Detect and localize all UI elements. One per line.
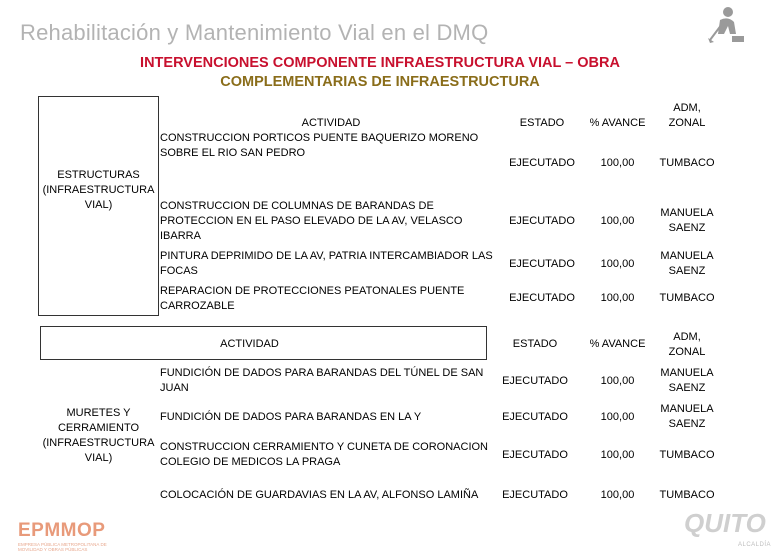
main-title-line1: INTERVENCIONES COMPONENTE INFRAESTRUCTURA VIAL – OBRA [140,55,620,71]
adm-cell: MANUELA SAENZ [660,367,714,394]
main-title [60,54,700,92]
col-header-estado: ESTADO [512,338,558,350]
table-row [38,131,720,195]
estado-cell: EJECUTADO [509,292,575,304]
page-header-title: Rehabilitación y Mantenimiento Vial en el DMQ [20,20,489,45]
table-muretes [38,326,720,515]
table-row [38,363,720,399]
col-header-adm: ADM, ZONAL [668,102,706,129]
adm-cell: TUMBACO [659,488,715,501]
table-header-row [38,326,720,363]
estado-cell: EJECUTADO [509,214,575,227]
estado-cell: EJECUTADO [509,257,575,270]
estado-cell: EJECUTADO [509,156,575,169]
epmmop-logo-text: EPMMOP [18,520,106,541]
col-header-actividad: ACTIVIDAD [301,117,361,129]
adm-cell: TUMBACO [659,156,715,169]
avance-cell: 100,00 [600,488,635,501]
col-header-estado: ESTADO [519,117,565,129]
adm-cell: TUMBACO [659,448,715,461]
avance-cell: 100,00 [600,292,635,304]
col-header-adm: ADM, ZONAL [668,330,706,358]
col-header-avance: % AVANCE [589,338,646,350]
estado-cell: EJECUTADO [502,488,568,501]
estado-cell: EJECUTADO [502,448,568,461]
epmmop-logo [18,520,113,552]
category-cell: MURETES Y CERRAMIENTO (INFRAESTRUCTURA VIAL) [42,407,155,464]
avance-cell: 100,00 [600,156,635,169]
estado-cell: EJECUTADO [502,410,568,423]
avance-cell: 100,00 [600,448,635,461]
table-estructuras [38,96,720,316]
avance-cell: 100,00 [600,257,635,270]
worker-shovel-icon [706,4,746,44]
adm-cell: TUMBACO [659,292,715,304]
adm-cell: MANUELA SAENZ [660,403,714,430]
activity-cell: REPARACION DE PROTECCIONES PEATONALES PUENTE CARROZABLE [160,284,465,312]
avance-cell: 100,00 [600,214,635,227]
activity-cell: CONSTRUCCION CERRAMIENTO Y CUNETA DE CORONACION COLEGIO DE MEDICOS LA PRAGA [160,441,488,468]
activity-cell: FUNDICIÓN DE DADOS PARA BARANDAS DEL TÚNEL DE SAN JUAN [160,367,484,394]
avance-cell: 100,00 [600,410,635,423]
main-title-line2: COMPLEMENTARIAS DE INFRAESTRUCTURA [220,74,540,90]
avance-cell: 100,00 [600,374,635,387]
table-header-row [38,96,720,131]
adm-cell: MANUELA SAENZ [660,207,714,234]
activity-cell: CONSTRUCCION PORTICOS PUENTE BAQUERIZO MORENO SOBRE EL RIO SAN PEDRO [160,132,479,159]
col-header-actividad: ACTIVIDAD [220,338,279,350]
activity-cell: COLOCACIÓN DE GUARDAVIAS EN LA AV, ALFONSO LAMIÑA [160,488,479,501]
col-header-avance: % AVANCE [589,117,646,129]
activity-cell: CONSTRUCCION DE COLUMNAS DE BARANDAS DE PROTECCION EN EL PASO ELEVADO DE LA AV, VELASCO IBARRA [160,199,463,242]
category-cell: ESTRUCTURAS (INFRAESTRUCTURA VIAL) [42,169,155,211]
activity-cell: PINTURA DEPRIMIDO DE LA AV, PATRIA INTERCAMBIADOR LAS FOCAS [160,250,493,277]
quito-logo: QUITO [684,508,766,538]
alcaldia-label: ALCALDÍA [738,542,772,548]
epmmop-logo-subtitle: EMPRESA PÚBLICA METROPOLITANA DE MOVILIDAD Y OBRAS PÚBLICAS [18,542,107,552]
adm-cell: MANUELA SAENZ [660,250,714,277]
estado-cell: EJECUTADO [502,374,568,387]
activity-cell: FUNDICIÓN DE DADOS PARA BARANDAS EN LA Y [160,410,422,423]
